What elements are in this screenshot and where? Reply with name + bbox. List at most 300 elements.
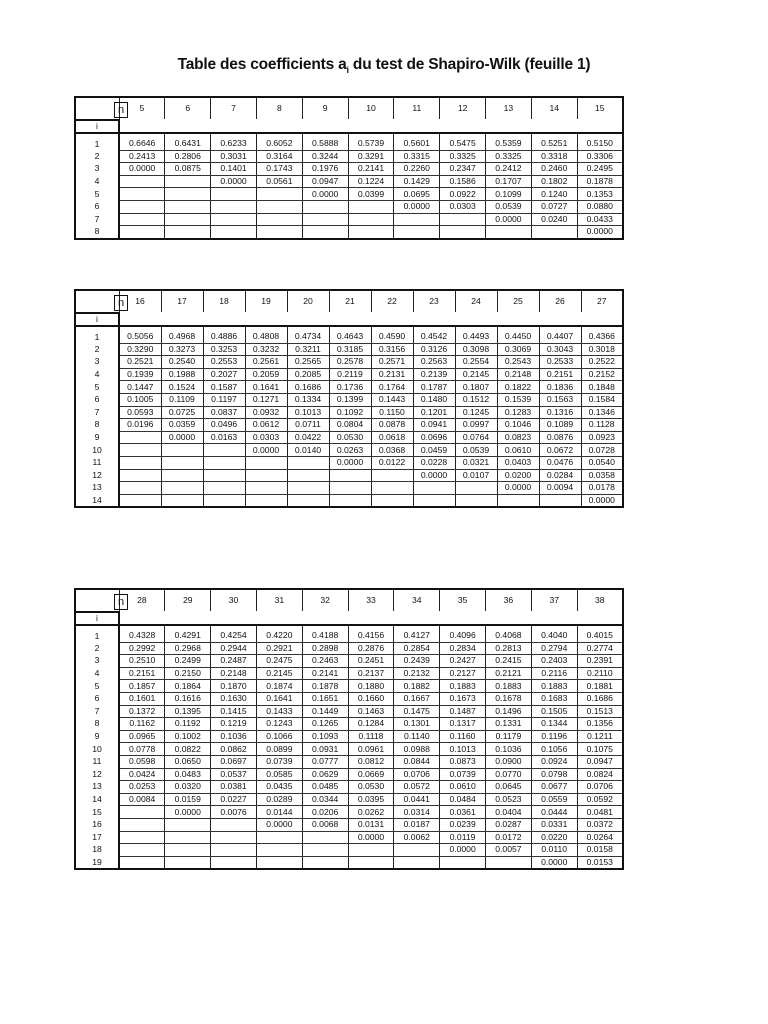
table-row	[75, 469, 623, 482]
row-index-cell: 7	[75, 213, 119, 226]
coefficient-cell	[119, 226, 165, 239]
coefficient-cell: 0.1743	[256, 163, 302, 176]
coefficient-cell: 0.1584	[581, 393, 623, 406]
row-index-cell: 11	[75, 456, 119, 469]
coefficient-cell: 0.2110	[577, 667, 623, 680]
coefficient-cell	[245, 469, 287, 482]
coefficient-cell	[329, 469, 371, 482]
coefficient-cell: 0.1882	[394, 680, 440, 693]
coefficient-cell	[203, 444, 245, 457]
coefficient-cell: 0.0372	[577, 818, 623, 831]
coefficient-cell	[245, 482, 287, 495]
coefficient-cell: 0.5150	[577, 133, 623, 150]
n-label-cell	[75, 589, 125, 612]
n-label: n	[114, 295, 128, 311]
coefficient-cell: 0.2137	[348, 667, 394, 680]
empty-cell	[256, 612, 302, 625]
row-index-cell: 1	[75, 625, 119, 642]
coefficient-cell	[119, 431, 161, 444]
table-row	[75, 844, 623, 857]
coefficient-cell: 0.0000	[394, 200, 440, 213]
coefficient-cell: 0.0262	[348, 806, 394, 819]
coefficient-cell	[455, 482, 497, 495]
coefficient-cell: 0.1667	[394, 692, 440, 705]
coefficient-cell: 0.3018	[581, 343, 623, 356]
coefficient-cell: 0.5251	[531, 133, 577, 150]
coefficient-cell	[119, 482, 161, 495]
coefficient-cell: 0.1764	[371, 381, 413, 394]
table-row	[75, 692, 623, 705]
coefficient-cell: 0.0359	[161, 419, 203, 432]
coefficients-table-2	[74, 289, 624, 508]
coefficient-cell: 0.1150	[371, 406, 413, 419]
coefficient-cell: 0.0922	[440, 188, 486, 201]
coefficient-cell: 0.1857	[119, 680, 165, 693]
coefficient-cell: 0.0618	[371, 431, 413, 444]
row-index-cell: 1	[75, 133, 119, 150]
coefficient-cell	[211, 818, 257, 831]
coefficient-cell: 0.1601	[119, 692, 165, 705]
coefficient-cell: 0.1179	[486, 730, 532, 743]
row-index-cell: 8	[75, 718, 119, 731]
coefficient-cell	[245, 456, 287, 469]
empty-cell	[348, 612, 394, 625]
page-title	[0, 56, 768, 75]
n-header-cell: 38	[577, 589, 623, 612]
coefficient-cell: 0.2499	[165, 655, 211, 668]
coefficient-cell	[161, 482, 203, 495]
coefficient-cell: 0.0000	[497, 482, 539, 495]
coefficient-cell: 0.1013	[287, 406, 329, 419]
coefficient-cell: 0.5601	[394, 133, 440, 150]
coefficient-cell: 0.4450	[497, 326, 539, 343]
coefficient-cell	[440, 226, 486, 239]
coefficient-cell: 0.2260	[394, 163, 440, 176]
coefficient-cell: 0.3156	[371, 343, 413, 356]
n-header-cell: 29	[165, 589, 211, 612]
n-header-cell: 13	[486, 97, 532, 120]
n-header-cell: 28	[119, 589, 165, 612]
coefficient-cell	[119, 831, 165, 844]
coefficient-cell: 0.1093	[302, 730, 348, 743]
n-header-cell: 24	[455, 290, 497, 313]
coefficient-cell: 0.0823	[497, 431, 539, 444]
coefficient-cell: 0.0076	[211, 806, 257, 819]
coefficient-cell: 0.0187	[394, 818, 440, 831]
coefficient-cell: 0.2403	[531, 655, 577, 668]
coefficient-cell	[161, 444, 203, 457]
n-header-cell: 32	[302, 589, 348, 612]
coefficient-cell: 0.1449	[302, 705, 348, 718]
coefficient-cell: 0.2578	[329, 356, 371, 369]
coefficient-cell: 0.1939	[119, 368, 161, 381]
coefficient-cell: 0.0572	[394, 781, 440, 794]
coefficient-cell: 0.4254	[211, 625, 257, 642]
coefficient-cell: 0.1160	[440, 730, 486, 743]
empty-cell	[371, 313, 413, 326]
row-index-cell: 12	[75, 469, 119, 482]
coefficient-cell: 0.0812	[348, 755, 394, 768]
coefficient-cell: 0.1976	[302, 163, 348, 176]
coefficient-cell: 0.5739	[348, 133, 394, 150]
n-header-cell: 16	[119, 290, 161, 313]
coefficient-cell: 0.0321	[455, 456, 497, 469]
coefficient-cell	[302, 831, 348, 844]
coefficient-cell: 0.0196	[119, 419, 161, 432]
coefficient-cell: 0.4156	[348, 625, 394, 642]
coefficient-cell: 0.0696	[413, 431, 455, 444]
coefficient-cell: 0.1524	[161, 381, 203, 394]
coefficient-cell	[211, 213, 257, 226]
coefficient-cell: 0.0206	[302, 806, 348, 819]
coefficient-cell: 0.1128	[581, 419, 623, 432]
table-row	[75, 642, 623, 655]
table-row	[75, 755, 623, 768]
coefficient-cell: 0.3273	[161, 343, 203, 356]
table-row	[75, 393, 623, 406]
empty-cell	[211, 120, 257, 133]
coefficient-cell: 0.4040	[531, 625, 577, 642]
table-row	[75, 730, 623, 743]
coefficient-cell: 0.0153	[577, 856, 623, 869]
coefficient-cell: 0.1192	[165, 718, 211, 731]
n-header-cell: 8	[256, 97, 302, 120]
coefficient-cell: 0.2151	[539, 368, 581, 381]
coefficient-cell: 0.0530	[329, 431, 371, 444]
coefficient-cell: 0.4291	[165, 625, 211, 642]
coefficient-cell: 0.0404	[486, 806, 532, 819]
coefficient-cell	[256, 856, 302, 869]
table-row	[75, 188, 623, 201]
coefficient-cell: 0.2543	[497, 356, 539, 369]
header-row	[75, 97, 623, 120]
coefficient-cell: 0.1162	[119, 718, 165, 731]
coefficient-cell: 0.1219	[211, 718, 257, 731]
coefficient-cell	[256, 831, 302, 844]
coefficient-cell: 0.2876	[348, 642, 394, 655]
coefficient-cell: 0.2151	[119, 667, 165, 680]
coefficient-cell: 0.0592	[577, 793, 623, 806]
coefficient-cell: 0.2413	[119, 150, 165, 163]
coefficient-cell: 0.0645	[486, 781, 532, 794]
coefficient-cell: 0.0610	[497, 444, 539, 457]
coefficient-cell	[302, 200, 348, 213]
table-row	[75, 718, 623, 731]
empty-cell	[302, 120, 348, 133]
coefficient-cell: 0.1870	[211, 680, 257, 693]
empty-cell	[440, 120, 486, 133]
n-header-cell: 31	[256, 589, 302, 612]
coefficient-cell	[119, 844, 165, 857]
coefficient-cell: 0.2085	[287, 368, 329, 381]
coefficient-cell	[256, 844, 302, 857]
coefficient-cell: 0.1301	[394, 718, 440, 731]
coefficient-cell: 0.3031	[211, 150, 257, 163]
coefficient-cell: 0.1651	[302, 692, 348, 705]
i-label-row	[75, 313, 623, 326]
coefficient-cell: 0.1673	[440, 692, 486, 705]
table-row	[75, 133, 623, 150]
coefficients-table-3	[74, 588, 624, 870]
table-row	[75, 494, 623, 507]
coefficient-cell: 0.1447	[119, 381, 161, 394]
table-row	[75, 150, 623, 163]
coefficient-cell: 0.1353	[577, 188, 623, 201]
coefficient-cell	[287, 456, 329, 469]
coefficient-cell: 0.6646	[119, 133, 165, 150]
coefficient-cell: 0.4886	[203, 326, 245, 343]
table-row	[75, 226, 623, 239]
coefficient-cell: 0.5475	[440, 133, 486, 150]
coefficient-cell: 0.0264	[577, 831, 623, 844]
coefficient-cell: 0.1316	[539, 406, 581, 419]
coefficient-cell: 0.0459	[413, 444, 455, 457]
n-header-cell: 12	[440, 97, 486, 120]
coefficient-cell: 0.4643	[329, 326, 371, 343]
coefficient-cell: 0.2968	[165, 642, 211, 655]
coefficient-cell: 0.0000	[165, 806, 211, 819]
coefficient-cell: 0.1201	[413, 406, 455, 419]
coefficient-cell: 0.1822	[497, 381, 539, 394]
coefficient-cell: 0.1005	[119, 393, 161, 406]
coefficient-cell: 0.1480	[413, 393, 455, 406]
coefficient-cell	[486, 856, 532, 869]
coefficient-cell: 0.1880	[348, 680, 394, 693]
empty-cell	[119, 313, 161, 326]
coefficient-cell: 0.2475	[256, 655, 302, 668]
coefficient-cell: 0.1399	[329, 393, 371, 406]
coefficient-cell: 0.1197	[203, 393, 245, 406]
coefficient-cell	[371, 482, 413, 495]
coefficient-cell: 0.0122	[371, 456, 413, 469]
coefficient-cell: 0.0706	[577, 781, 623, 794]
coefficient-cell: 0.0435	[256, 781, 302, 794]
coefficient-cell	[302, 856, 348, 869]
table-row	[75, 381, 623, 394]
coefficient-cell: 0.1109	[161, 393, 203, 406]
header-row	[75, 290, 623, 313]
coefficient-cell: 0.5359	[486, 133, 532, 150]
coefficient-cell	[119, 444, 161, 457]
row-index-cell: 19	[75, 856, 119, 869]
n-label: n	[114, 102, 128, 118]
coefficient-cell: 0.1864	[165, 680, 211, 693]
coefficient-cell	[119, 469, 161, 482]
row-index-cell: 6	[75, 200, 119, 213]
n-header-cell: 30	[211, 589, 257, 612]
row-index-cell: 2	[75, 642, 119, 655]
coefficient-cell: 0.3126	[413, 343, 455, 356]
title-subscript: i	[346, 65, 349, 75]
coefficient-cell: 0.1641	[256, 692, 302, 705]
coefficient-cell: 0.0000	[211, 175, 257, 188]
n-header-cell: 25	[497, 290, 539, 313]
n-header-cell: 7	[211, 97, 257, 120]
coefficient-cell: 0.4968	[161, 326, 203, 343]
coefficient-cell: 0.0119	[440, 831, 486, 844]
coefficient-cell: 0.0000	[119, 163, 165, 176]
table-row	[75, 705, 623, 718]
coefficient-cell	[203, 469, 245, 482]
table-row	[75, 326, 623, 343]
coefficient-cell: 0.0844	[394, 755, 440, 768]
coefficient-cell	[371, 494, 413, 507]
coefficient-cell: 0.0476	[539, 456, 581, 469]
coefficient-cell: 0.4220	[256, 625, 302, 642]
coefficient-cell: 0.0314	[394, 806, 440, 819]
coefficient-cell	[348, 844, 394, 857]
coefficient-cell: 0.2944	[211, 642, 257, 655]
coefficient-cell: 0.1395	[165, 705, 211, 718]
row-index-cell: 11	[75, 755, 119, 768]
coefficient-cell: 0.0320	[165, 781, 211, 794]
coefficient-cell: 0.4542	[413, 326, 455, 343]
coefficient-cell: 0.0172	[486, 831, 532, 844]
coefficient-cell: 0.1878	[577, 175, 623, 188]
coefficient-cell: 0.1331	[486, 718, 532, 731]
empty-cell	[486, 612, 532, 625]
coefficient-cell	[413, 494, 455, 507]
n-header-cell: 37	[531, 589, 577, 612]
coefficient-cell: 0.1802	[531, 175, 577, 188]
coefficient-cell	[302, 844, 348, 857]
coefficient-cell: 0.1140	[394, 730, 440, 743]
coefficient-cell: 0.1630	[211, 692, 257, 705]
coefficient-cell: 0.1429	[394, 175, 440, 188]
coefficient-cell: 0.1881	[577, 680, 623, 693]
coefficient-cell	[413, 482, 455, 495]
coefficient-cell: 0.1066	[256, 730, 302, 743]
coefficient-cell	[371, 469, 413, 482]
coefficient-cell: 0.0778	[119, 743, 165, 756]
coefficient-cell	[165, 188, 211, 201]
n-label-cell	[75, 290, 125, 313]
coefficient-cell	[287, 482, 329, 495]
coefficient-cell	[119, 856, 165, 869]
n-header-cell: 33	[348, 589, 394, 612]
coefficient-cell: 0.2522	[581, 356, 623, 369]
coefficient-cell: 0.0000	[440, 844, 486, 857]
n-header-cell: 11	[394, 97, 440, 120]
empty-cell	[497, 313, 539, 326]
coefficient-cell: 0.1616	[165, 692, 211, 705]
coefficient-cell: 0.0159	[165, 793, 211, 806]
coefficient-cell: 0.2561	[245, 356, 287, 369]
coefficient-cell: 0.4096	[440, 625, 486, 642]
table-row	[75, 856, 623, 869]
empty-cell	[165, 120, 211, 133]
coefficient-cell: 0.0876	[539, 431, 581, 444]
coefficient-cell: 0.0395	[348, 793, 394, 806]
coefficient-cell	[119, 494, 161, 507]
coefficient-cell	[119, 818, 165, 831]
coefficient-cell: 0.0483	[165, 768, 211, 781]
row-index-cell: 14	[75, 793, 119, 806]
coefficient-cell: 0.3098	[455, 343, 497, 356]
coefficient-cell: 0.5888	[302, 133, 348, 150]
empty-cell	[394, 612, 440, 625]
table-row	[75, 163, 623, 176]
coefficient-cell: 0.1013	[440, 743, 486, 756]
coefficient-cell	[119, 456, 161, 469]
coefficient-cell: 0.0932	[245, 406, 287, 419]
row-index-cell: 8	[75, 419, 119, 432]
coefficient-cell: 0.0000	[577, 226, 623, 239]
coefficient-cell: 0.1883	[531, 680, 577, 693]
coefficient-cell: 0.3185	[329, 343, 371, 356]
coefficient-cell: 0.2495	[577, 163, 623, 176]
coefficient-cell	[256, 213, 302, 226]
coefficient-cell: 0.3315	[394, 150, 440, 163]
coefficient-cell: 0.1513	[577, 705, 623, 718]
coefficient-cell: 0.0131	[348, 818, 394, 831]
coefficient-cell: 0.0875	[165, 163, 211, 176]
coefficient-cell: 0.0422	[287, 431, 329, 444]
coefficient-cell: 0.2121	[486, 667, 532, 680]
coefficient-cell: 0.0094	[539, 482, 581, 495]
coefficient-cell	[165, 175, 211, 188]
n-label: n	[114, 594, 128, 610]
coefficient-cell: 0.0263	[329, 444, 371, 457]
coefficient-cell	[165, 831, 211, 844]
coefficient-cell: 0.1988	[161, 368, 203, 381]
table-row	[75, 680, 623, 693]
row-index-cell: 3	[75, 356, 119, 369]
row-index-cell: 6	[75, 393, 119, 406]
coefficient-cell: 0.0057	[486, 844, 532, 857]
coefficient-cell: 0.2139	[413, 368, 455, 381]
coefficient-cell: 0.2150	[165, 667, 211, 680]
coefficient-cell: 0.2774	[577, 642, 623, 655]
coefficient-cell: 0.1496	[486, 705, 532, 718]
coefficient-cell: 0.0433	[577, 213, 623, 226]
empty-cell	[119, 612, 165, 625]
coefficient-cell: 0.6233	[211, 133, 257, 150]
empty-cell	[531, 120, 577, 133]
coefficient-cell: 0.0961	[348, 743, 394, 756]
coefficient-cell: 0.1848	[581, 381, 623, 394]
coefficient-cell	[119, 175, 165, 188]
coefficient-cell: 0.0537	[211, 768, 257, 781]
coefficient-cell: 0.1736	[329, 381, 371, 394]
empty-cell	[455, 313, 497, 326]
coefficient-cell: 0.3164	[256, 150, 302, 163]
coefficient-cell: 0.1836	[539, 381, 581, 394]
row-index-cell: 9	[75, 431, 119, 444]
coefficient-cell: 0.4068	[486, 625, 532, 642]
coefficient-cell: 0.2554	[455, 356, 497, 369]
coefficient-cell: 0.0822	[165, 743, 211, 756]
coefficient-cell: 0.0000	[581, 494, 623, 507]
coefficient-cell: 0.1683	[531, 692, 577, 705]
row-index-cell: 15	[75, 806, 119, 819]
table-row	[75, 667, 623, 680]
coefficient-cell: 0.1265	[302, 718, 348, 731]
coefficient-cell: 0.1433	[256, 705, 302, 718]
table-row	[75, 831, 623, 844]
n-header-cell: 35	[440, 589, 486, 612]
n-header-cell: 36	[486, 589, 532, 612]
coefficient-cell	[211, 200, 257, 213]
coefficient-cell: 0.3291	[348, 150, 394, 163]
coefficient-cell	[329, 482, 371, 495]
coefficient-cell: 0.0672	[539, 444, 581, 457]
coefficient-cell: 0.0441	[394, 793, 440, 806]
row-index-cell: 18	[75, 844, 119, 857]
table-row	[75, 456, 623, 469]
coefficient-cell: 0.0140	[287, 444, 329, 457]
coefficient-cell: 0.1092	[329, 406, 371, 419]
